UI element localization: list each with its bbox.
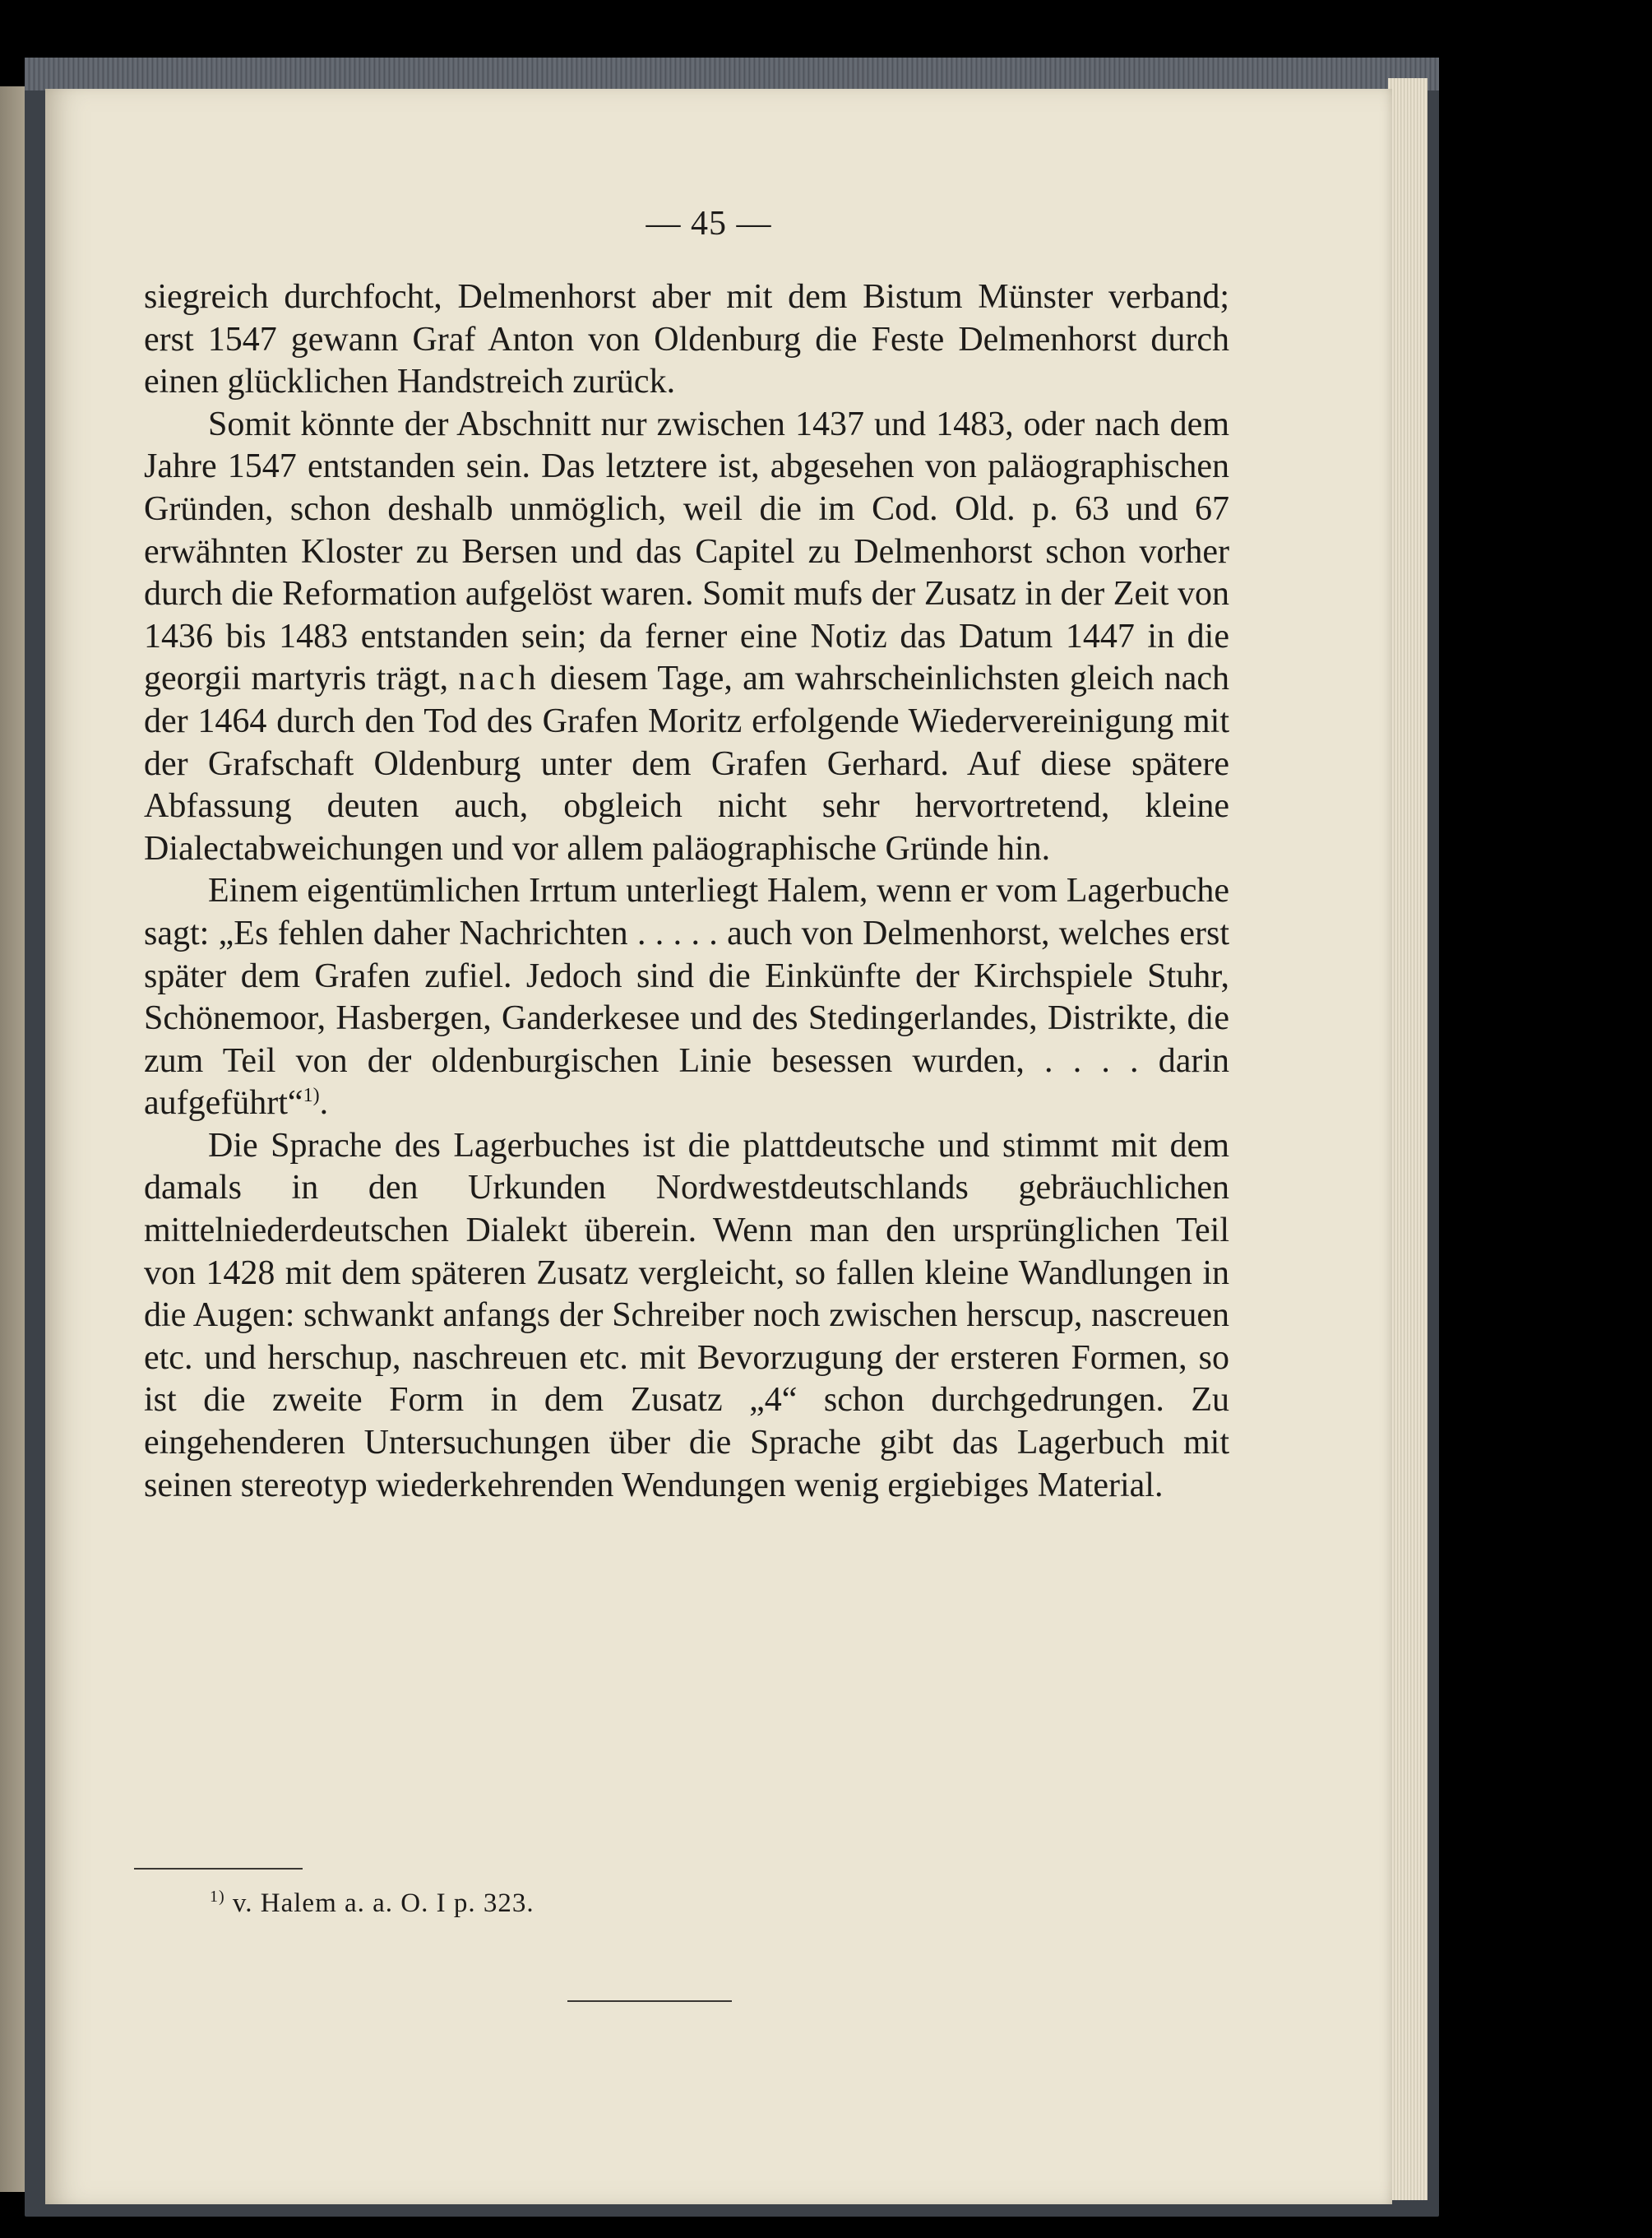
footnote-divider <box>134 1868 303 1870</box>
footnote-text: v. Halem a. a. O. I p. 323. <box>224 1888 534 1918</box>
body-text <box>144 276 1229 1507</box>
paragraph-2: Somit könnte der Abschnitt nur zwischen 1437 und 1483, oder nach dem Jahre 1547 entstanden sein. Das letztere ist, abgesehen von paläographischen Gründen, schon deshalb unmöglich, weil die im Cod. Old. p. 63 und 67 erwähnten Kloster zu Bersen und das Capitel zu Delmenhorst schon vorher durch die Reformation aufgelöst waren. Somit mufs der Zusatz in der Zeit von 1436 bis 1483 entstanden sein; da ferner eine Notiz das Datum 1447 in die georgii martyris trägt, nach diesem Tage, am wahrscheinlichsten gleich nach der 1464 durch den Tod des Grafen Moritz erfolgende Wiedervereinigung mit der Grafschaft Oldenburg unter dem Grafen Gerhard. Auf diese spätere Abfassung deuten auch, obgleich nicht sehr hervortretend, kleine Dialectabweichungen und vor allem paläographische Gründe hin. <box>144 405 1229 868</box>
spaced-emphasis: nach <box>458 660 540 698</box>
paragraph-3: Einem eigentümlichen Irrtum unterliegt Halem, wenn er vom Lagerbuche sagt: „Es fehlen daher Nachrichten . . . . . auch von Delmenhorst, welches erst später dem Grafen zufiel. Jedoch sind die Einkünfte der Kirchspiele Stuhr, Schönemoor, Hasbergen, Ganderkesee und des Stedingerlandes, Distrikte, die zum Teil von der oldenburgischen Linie besessen wurden, . . . . darin aufgeführt“$^{1)}$. <box>144 872 1229 1123</box>
book-page <box>45 89 1392 2204</box>
paragraph-1: siegreich durchfocht, Delmenhorst aber mit dem Bistum Münster verband; erst 1547 gewann Graf Anton von Oldenburg die Feste Delmenhorst durch einen glücklichen Handstreich zurück. <box>144 278 1229 401</box>
end-divider <box>567 2000 732 2002</box>
page-stack-edge <box>1388 78 1428 2200</box>
page-number: — 45 — <box>646 205 772 243</box>
footnote-marker: 1) <box>210 1888 225 1906</box>
footnote-reference[interactable]: 1) <box>303 1085 320 1107</box>
paragraph-4: Die Sprache des Lagerbuches ist die plattdeutsche und stimmt mit dem damals in den Urkunden Nordwestdeutschlands gebräuchlichen mittelniederdeutschen Dialekt überein. Wenn man den ursprünglichen Teil von 1428 mit dem späteren Zusatz vergleicht, so fallen kleine Wandlungen in die Augen: schwankt anfangs der Schreiber noch zwischen herscup, nascreuen etc. und herschup, naschreuen etc. mit Bevorzugung der ersteren Formen, so ist die zweite Form in dem Zusatz „4“ schon durchgedrungen. Zu eingehenderen Untersuchungen über die Sprache gibt das Lagerbuch mit seinen stereotyp wiederkehrenden Wendungen wenig ergiebiges Material. <box>144 1126 1229 1504</box>
footnote <box>210 1888 534 1919</box>
